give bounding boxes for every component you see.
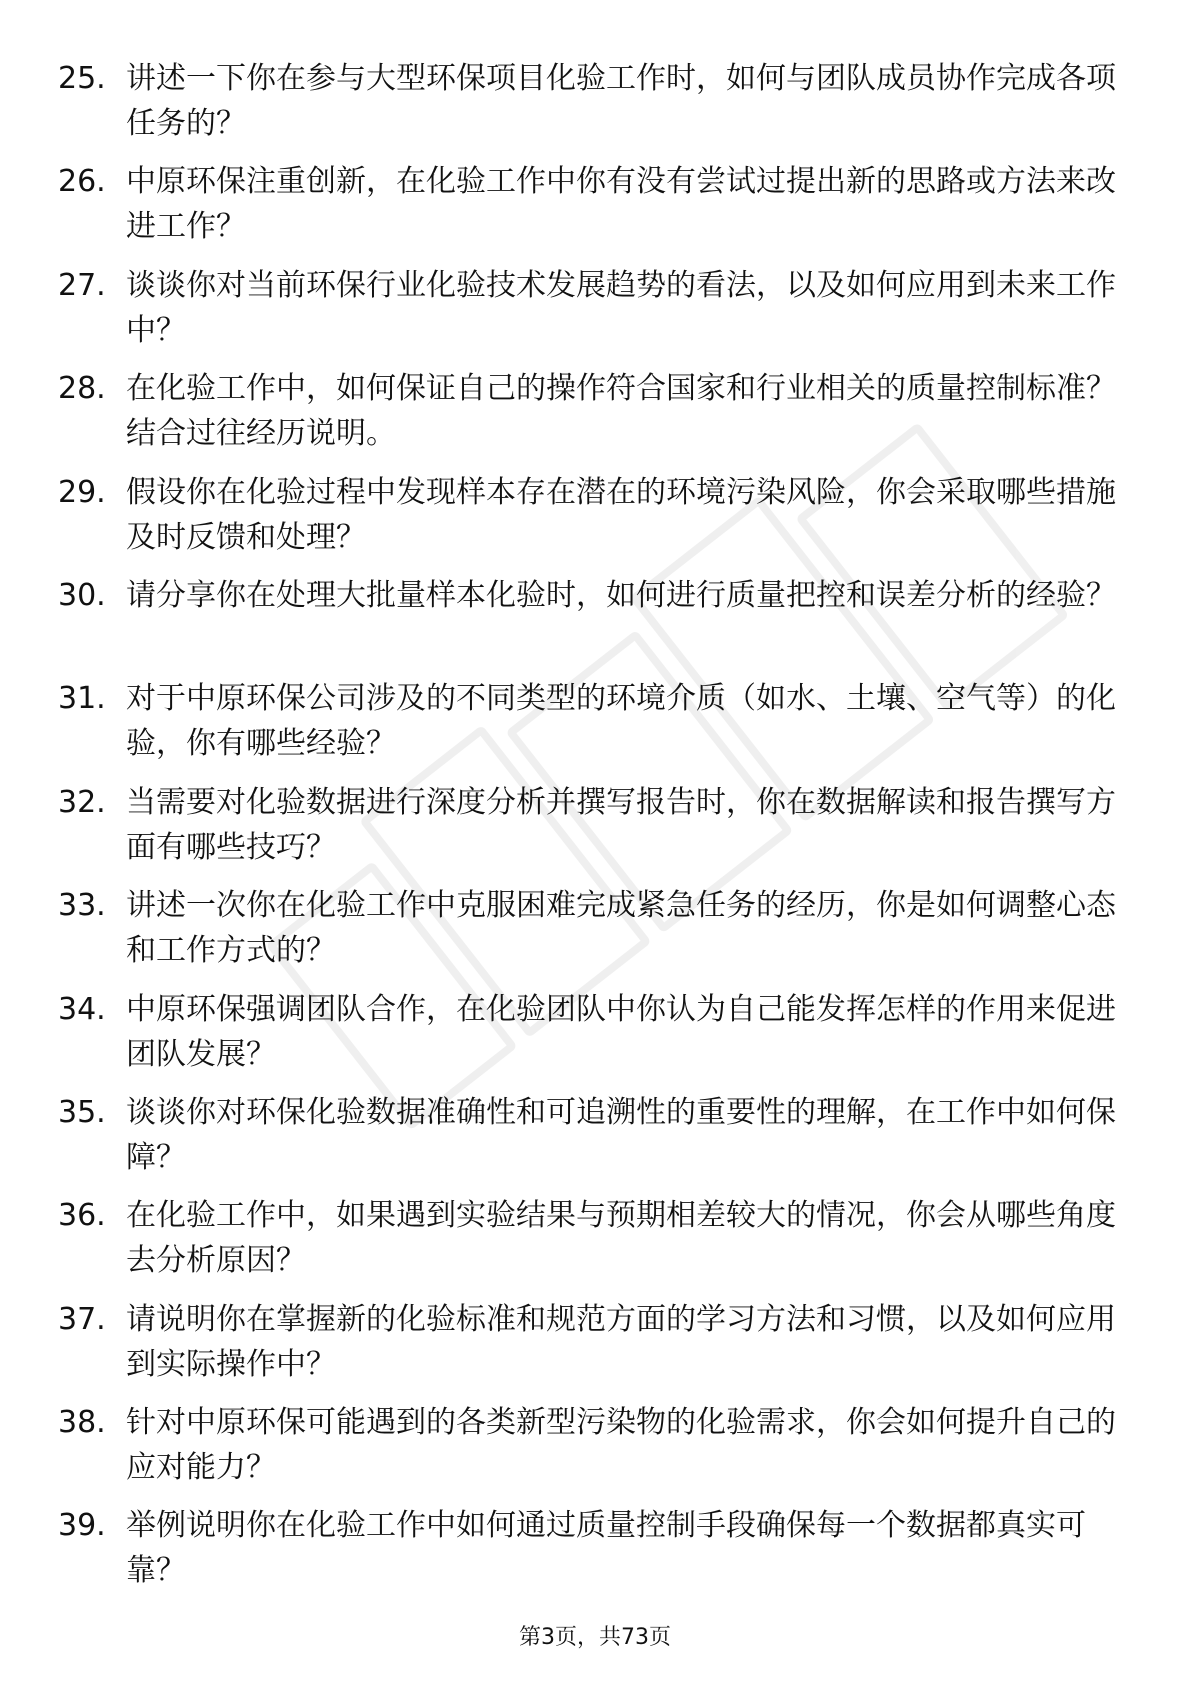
question-number: 26. bbox=[58, 164, 106, 200]
question-item bbox=[58, 666, 1118, 769]
question-number: 39. bbox=[58, 1508, 106, 1544]
question-list bbox=[58, 46, 1118, 1597]
page-number-label: 第3页，共73页 bbox=[519, 1625, 671, 1650]
question-number: 33. bbox=[58, 888, 106, 924]
question-item bbox=[58, 1493, 1118, 1596]
question-text: 请分享你在处理大批量样本化验时，如何进行质量把控和误差分析的经验？ bbox=[126, 577, 1116, 613]
question-item bbox=[58, 1183, 1118, 1286]
question-item bbox=[58, 563, 1118, 666]
question-number: 35. bbox=[58, 1094, 106, 1130]
question-number: 30. bbox=[58, 577, 106, 613]
question-item bbox=[58, 356, 1118, 459]
page-footer bbox=[0, 1623, 1190, 1653]
question-item bbox=[58, 46, 1118, 149]
question-text: 请说明你在掌握新的化验标准和规范方面的学习方法和习惯，以及如何应用到实际操作中？ bbox=[126, 1301, 1116, 1382]
question-text: 假设你在化验过程中发现样本存在潜在的环境污染风险，你会采取哪些措施及时反馈和处理？ bbox=[126, 474, 1116, 555]
question-item bbox=[58, 1080, 1118, 1183]
question-number: 27. bbox=[58, 267, 106, 303]
question-number: 37. bbox=[58, 1301, 106, 1337]
question-text: 在化验工作中，如果遇到实验结果与预期相差较大的情况，你会从哪些角度去分析原因？ bbox=[126, 1198, 1116, 1279]
question-text: 在化验工作中，如何保证自己的操作符合国家和行业相关的质量控制标准？结合过往经历说明。 bbox=[126, 371, 1116, 452]
question-number: 28. bbox=[58, 371, 106, 407]
question-text: 讲述一下你在参与大型环保项目化验工作时，如何与团队成员协作完成各项任务的？ bbox=[126, 61, 1116, 141]
question-item bbox=[58, 770, 1118, 873]
question-number: 29. bbox=[58, 474, 106, 510]
question-text: 举例说明你在化验工作中如何通过质量控制手段确保每一个数据都真实可靠？ bbox=[126, 1508, 1086, 1589]
question-text: 讲述一次你在化验工作中克服困难完成紧急任务的经历，你是如何调整心态和工作方式的？ bbox=[126, 888, 1116, 969]
question-item bbox=[58, 460, 1118, 563]
question-text: 中原环保注重创新，在化验工作中你有没有尝试过提出新的思路或方法来改进工作？ bbox=[126, 164, 1116, 245]
question-item bbox=[58, 253, 1118, 356]
question-item bbox=[58, 1390, 1118, 1493]
question-item bbox=[58, 149, 1118, 252]
question-number: 34. bbox=[58, 991, 106, 1027]
question-text: 谈谈你对环保化验数据准确性和可追溯性的重要性的理解，在工作中如何保障？ bbox=[126, 1094, 1116, 1175]
question-number: 31. bbox=[58, 681, 106, 717]
question-text: 当需要对化验数据进行深度分析并撰写报告时，你在数据解读和报告撰写方面有哪些技巧？ bbox=[126, 784, 1116, 865]
question-text: 中原环保强调团队合作，在化验团队中你认为自己能发挥怎样的作用来促进团队发展？ bbox=[126, 991, 1116, 1072]
question-number: 32. bbox=[58, 784, 106, 820]
question-number: 36. bbox=[58, 1198, 106, 1234]
question-text: 谈谈你对当前环保行业化验技术发展趋势的看法，以及如何应用到未来工作中？ bbox=[126, 267, 1116, 348]
question-number: 38. bbox=[58, 1405, 106, 1441]
question-text: 针对中原环保可能遇到的各类新型污染物的化验需求，你会如何提升自己的应对能力？ bbox=[126, 1405, 1116, 1486]
question-number: 25. bbox=[58, 61, 106, 96]
question-text: 对于中原环保公司涉及的不同类型的环境介质（如水、土壤、空气等）的化验，你有哪些经验？ bbox=[126, 681, 1116, 762]
question-item bbox=[58, 873, 1118, 976]
question-item bbox=[58, 977, 1118, 1080]
question-item bbox=[58, 1287, 1118, 1390]
